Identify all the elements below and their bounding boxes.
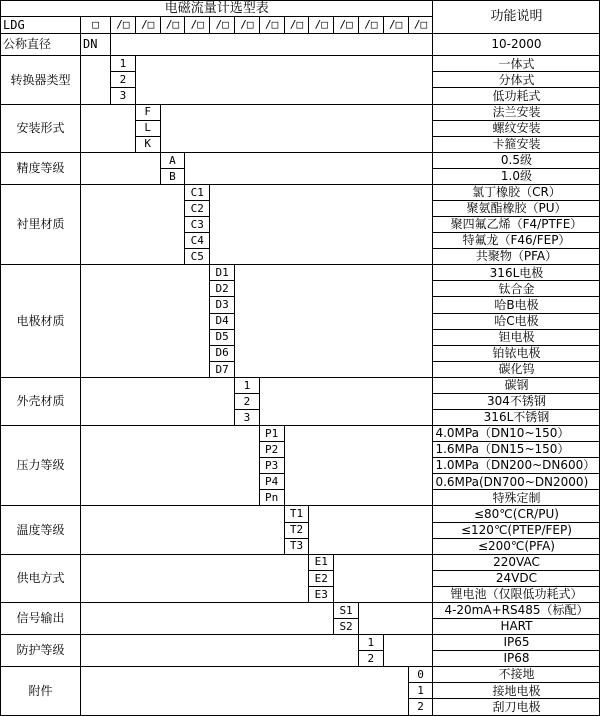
code-cell: 2 bbox=[408, 699, 433, 716]
dn-code: DN bbox=[81, 34, 111, 56]
code-cell: T2 bbox=[284, 522, 309, 538]
desc-cell: 共聚物（PFA） bbox=[433, 249, 600, 265]
spacer bbox=[81, 184, 185, 264]
code-cell: D2 bbox=[210, 281, 235, 297]
desc-cell: 分体式 bbox=[433, 72, 600, 88]
code-cell: D7 bbox=[210, 361, 235, 377]
model-slot: /□ bbox=[185, 17, 210, 34]
desc-cell: 304不锈钢 bbox=[433, 393, 600, 409]
spacer bbox=[284, 426, 433, 506]
group-label-electrode-material: 电极材质 bbox=[1, 265, 81, 378]
code-cell: P3 bbox=[259, 458, 284, 474]
code-cell: E3 bbox=[309, 586, 334, 602]
code-cell: Pn bbox=[259, 490, 284, 506]
spacer bbox=[81, 506, 285, 554]
desc-cell: 0.5级 bbox=[433, 152, 600, 168]
desc-cell: IP65 bbox=[433, 635, 600, 651]
code-cell: 3 bbox=[111, 88, 136, 104]
code-cell: T1 bbox=[284, 506, 309, 522]
desc-cell: 316L不锈钢 bbox=[433, 410, 600, 426]
desc-cell: 316L电极 bbox=[433, 265, 600, 281]
code-cell: P1 bbox=[259, 426, 284, 442]
model-slot: /□ bbox=[210, 17, 235, 34]
spacer bbox=[81, 554, 309, 602]
spacer bbox=[160, 104, 433, 152]
desc-cell: ≤120℃(PTEP/FEP) bbox=[433, 522, 600, 538]
spacer bbox=[358, 602, 433, 634]
model-slot: /□ bbox=[284, 17, 309, 34]
code-cell: C4 bbox=[185, 233, 210, 249]
desc-cell: 1.6MPa（DN15~150） bbox=[433, 442, 600, 458]
group-label-lining-material: 衬里材质 bbox=[1, 184, 81, 264]
model-slot: /□ bbox=[259, 17, 284, 34]
code-cell: B bbox=[160, 168, 185, 184]
code-cell: D5 bbox=[210, 329, 235, 345]
desc-cell: 哈B电极 bbox=[433, 297, 600, 313]
code-cell: 2 bbox=[111, 72, 136, 88]
spacer bbox=[81, 377, 235, 425]
desc-cell: 一体式 bbox=[433, 56, 600, 72]
spacer bbox=[259, 377, 433, 425]
desc-cell: 碳钢 bbox=[433, 377, 600, 393]
desc-cell: 螺纹安装 bbox=[433, 120, 600, 136]
desc-cell: HART bbox=[433, 619, 600, 635]
code-cell: K bbox=[135, 136, 160, 152]
spacer bbox=[234, 265, 432, 378]
desc-cell: 1.0级 bbox=[433, 168, 600, 184]
code-cell: P2 bbox=[259, 442, 284, 458]
group-label-temperature-rating: 温度等级 bbox=[1, 506, 81, 554]
spacer bbox=[81, 56, 111, 104]
model-slot: /□ bbox=[408, 17, 433, 34]
code-cell: D3 bbox=[210, 297, 235, 313]
desc-cell: 锂电池（仅限低功耗式） bbox=[433, 586, 600, 602]
model-slot: /□ bbox=[160, 17, 185, 34]
model-prefix: LDG bbox=[1, 17, 81, 34]
code-cell: 3 bbox=[234, 410, 259, 426]
desc-cell: 4-20mA+RS485（标配） bbox=[433, 602, 600, 618]
code-cell: A bbox=[160, 152, 185, 168]
model-slot: /□ bbox=[111, 17, 136, 34]
spacer bbox=[309, 506, 433, 554]
model-slot: /□ bbox=[334, 17, 359, 34]
model-box: □ bbox=[81, 17, 111, 34]
group-label-accessories: 附件 bbox=[1, 667, 81, 716]
code-cell: 0 bbox=[408, 667, 433, 683]
desc-cell: 聚四氟乙烯（F4/PTFE） bbox=[433, 217, 600, 233]
spacer bbox=[81, 635, 359, 667]
desc-cell: 碳化钨 bbox=[433, 361, 600, 377]
desc-cell: IP68 bbox=[433, 651, 600, 667]
desc-cell: 0.6MPa(DN700~DN2000) bbox=[433, 474, 600, 490]
spacer bbox=[81, 602, 334, 634]
desc-cell: 接地电极 bbox=[433, 683, 600, 699]
spacer bbox=[210, 184, 433, 264]
spacer bbox=[111, 34, 433, 56]
spacer bbox=[185, 152, 433, 184]
spacer bbox=[81, 152, 161, 184]
desc-cell: 24VDC bbox=[433, 570, 600, 586]
code-cell: 1 bbox=[111, 56, 136, 72]
spacer bbox=[81, 426, 260, 506]
group-label-accuracy: 精度等级 bbox=[1, 152, 81, 184]
desc-cell: 氯丁橡胶（CR） bbox=[433, 184, 600, 200]
group-label-protection-rating: 防护等级 bbox=[1, 635, 81, 667]
code-cell: C2 bbox=[185, 200, 210, 216]
spacer bbox=[334, 554, 433, 602]
code-cell: D1 bbox=[210, 265, 235, 281]
desc-cell: 法兰安装 bbox=[433, 104, 600, 120]
model-slot: /□ bbox=[135, 17, 160, 34]
code-cell: E1 bbox=[309, 554, 334, 570]
code-cell: 2 bbox=[234, 393, 259, 409]
code-cell: 1 bbox=[358, 635, 383, 651]
spacer bbox=[81, 667, 409, 716]
spacer bbox=[383, 635, 433, 667]
model-slot: /□ bbox=[358, 17, 383, 34]
desc-cell: 特氟龙（F46/FEP） bbox=[433, 233, 600, 249]
model-slot: /□ bbox=[234, 17, 259, 34]
code-cell: 2 bbox=[358, 651, 383, 667]
desc-cell: ≤80℃(CR/PU) bbox=[433, 506, 600, 522]
code-cell: E2 bbox=[309, 570, 334, 586]
desc-cell: 钽电极 bbox=[433, 329, 600, 345]
desc-cell: 钛合金 bbox=[433, 281, 600, 297]
desc-cell: 低功耗式 bbox=[433, 88, 600, 104]
group-label-install-type: 安装形式 bbox=[1, 104, 81, 152]
desc-cell: 卡箍安装 bbox=[433, 136, 600, 152]
group-label-signal-output: 信号输出 bbox=[1, 602, 81, 634]
model-slot: /□ bbox=[383, 17, 408, 34]
desc-cell: 220VAC bbox=[433, 554, 600, 570]
code-cell: C3 bbox=[185, 217, 210, 233]
code-cell: L bbox=[135, 120, 160, 136]
code-cell: D4 bbox=[210, 313, 235, 329]
spacer bbox=[81, 265, 210, 378]
desc-cell: 铂铱电极 bbox=[433, 345, 600, 361]
code-cell: T3 bbox=[284, 538, 309, 554]
function-desc-header: 功能说明 bbox=[433, 1, 600, 34]
desc-cell: 4.0MPa（DN10~150） bbox=[433, 426, 600, 442]
desc-cell: 哈C电极 bbox=[433, 313, 600, 329]
desc-cell: 不接地 bbox=[433, 667, 600, 683]
desc-cell: 1.0MPa（DN200~DN600） bbox=[433, 458, 600, 474]
desc-cell: 特殊定制 bbox=[433, 490, 600, 506]
desc-cell: ≤200℃(PFA) bbox=[433, 538, 600, 554]
code-cell: C5 bbox=[185, 249, 210, 265]
desc-cell: 10-2000 bbox=[433, 34, 600, 56]
code-cell: F bbox=[135, 104, 160, 120]
spacer bbox=[135, 56, 433, 104]
dn-label: 公称直径 bbox=[1, 34, 81, 56]
code-cell: 1 bbox=[234, 377, 259, 393]
code-cell: S1 bbox=[334, 602, 359, 618]
desc-cell: 刮刀电极 bbox=[433, 699, 600, 716]
spacer bbox=[81, 104, 136, 152]
group-label-power-supply: 供电方式 bbox=[1, 554, 81, 602]
group-label-pressure-rating: 压力等级 bbox=[1, 426, 81, 506]
desc-cell: 聚氨酯橡胶（PU） bbox=[433, 200, 600, 216]
table-title: 电磁流量计选型表 bbox=[1, 1, 433, 17]
model-slot: /□ bbox=[309, 17, 334, 34]
code-cell: 1 bbox=[408, 683, 433, 699]
group-label-housing-material: 外壳材质 bbox=[1, 377, 81, 425]
code-cell: S2 bbox=[334, 619, 359, 635]
code-cell: C1 bbox=[185, 184, 210, 200]
group-label-converter-type: 转换器类型 bbox=[1, 56, 81, 104]
code-cell: P4 bbox=[259, 474, 284, 490]
code-cell: D6 bbox=[210, 345, 235, 361]
